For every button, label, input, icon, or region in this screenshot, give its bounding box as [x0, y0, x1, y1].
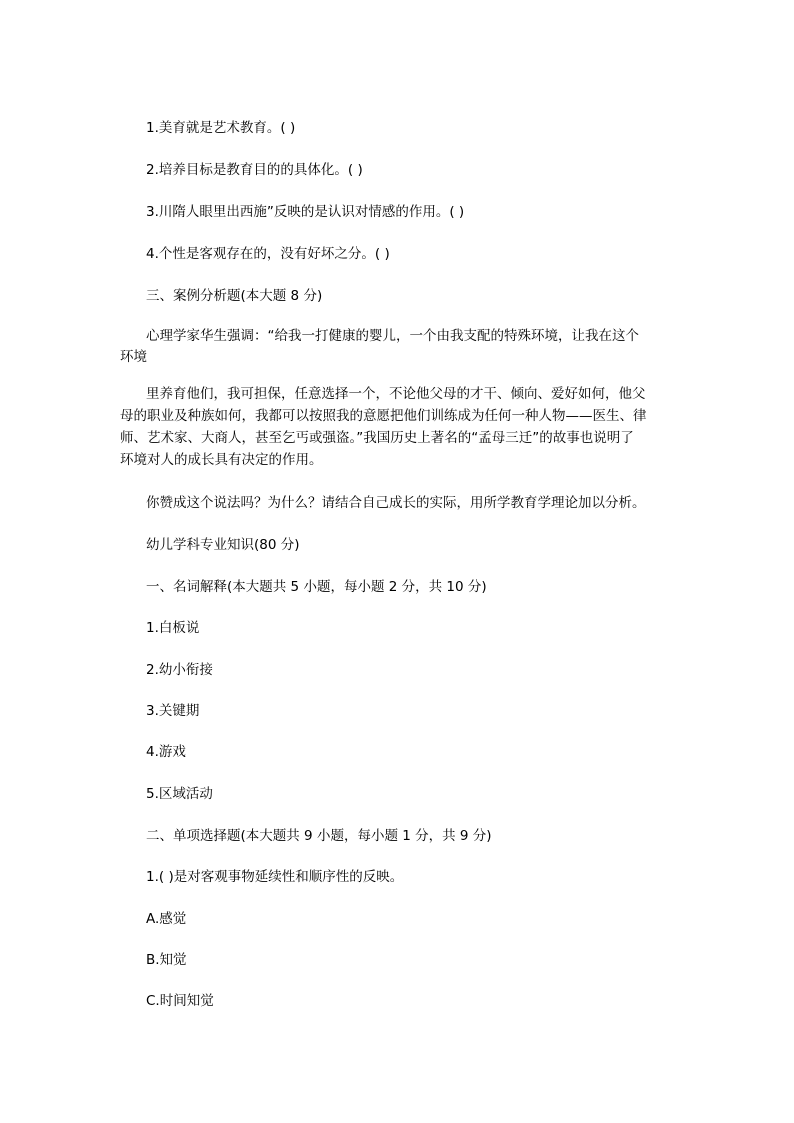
case-question: 你赞成这个说法吗？为什么？请结合自己成长的实际，用所学教育学理论加以分析。: [146, 495, 646, 511]
subject-title: 幼儿学科专业知识(80 分): [146, 537, 300, 553]
choice-option: B.知觉: [146, 952, 187, 968]
case-para2-line: 里养育他们，我可担保，任意选择一个，不论他父母的才干、倾向、爱好如何，他父: [146, 386, 646, 402]
term-item: 2.幼小衔接: [146, 662, 213, 678]
choice-question: 1.( )是对客观事物延续性和顺序性的反映。: [146, 869, 404, 885]
case-para2-line: 母的职业及种族如何，我都可以按照我的意愿把他们训练成为任何一种人物——医生、律: [120, 408, 647, 424]
choice-heading: 二、单项选择题(本大题共 9 小题，每小题 1 分，共 9 分): [146, 828, 492, 844]
case-para2-line: 环境对人的成长具有决定的作用。: [120, 452, 323, 468]
tf-item-2: 2.培养目标是教育目的的具体化。( ): [146, 162, 363, 178]
term-item: 3.关键期: [146, 703, 200, 719]
choice-option: C.时间知觉: [146, 993, 214, 1009]
tf-item-1: 1.美育就是艺术教育。( ): [146, 120, 296, 136]
tf-item-4: 4.个性是客观存在的，没有好坏之分。( ): [146, 246, 390, 262]
terms-heading: 一、名词解释(本大题共 5 小题，每小题 2 分，共 10 分): [146, 579, 487, 595]
case-para1-line: 环境: [120, 349, 147, 365]
case-para2-line: 师、艺术家、大商人，甚至乞丐或强盗。”我国历史上著名的“孟母三迁”的故事也说明了: [120, 430, 634, 446]
term-item: 4.游戏: [146, 744, 186, 760]
choice-option: A.感觉: [146, 911, 187, 927]
term-item: 1.白板说: [146, 620, 200, 636]
case-para1-line: 心理学家华生强调：“给我一打健康的婴儿，一个由我支配的特殊环境，让我在这个: [146, 328, 639, 344]
tf-item-3: 3.川隋人眼里出西施”反映的是认识对情感的作用。( ): [146, 204, 465, 220]
case-heading: 三、案例分析题(本大题 8 分): [146, 288, 323, 304]
term-item: 5.区域活动: [146, 786, 213, 802]
